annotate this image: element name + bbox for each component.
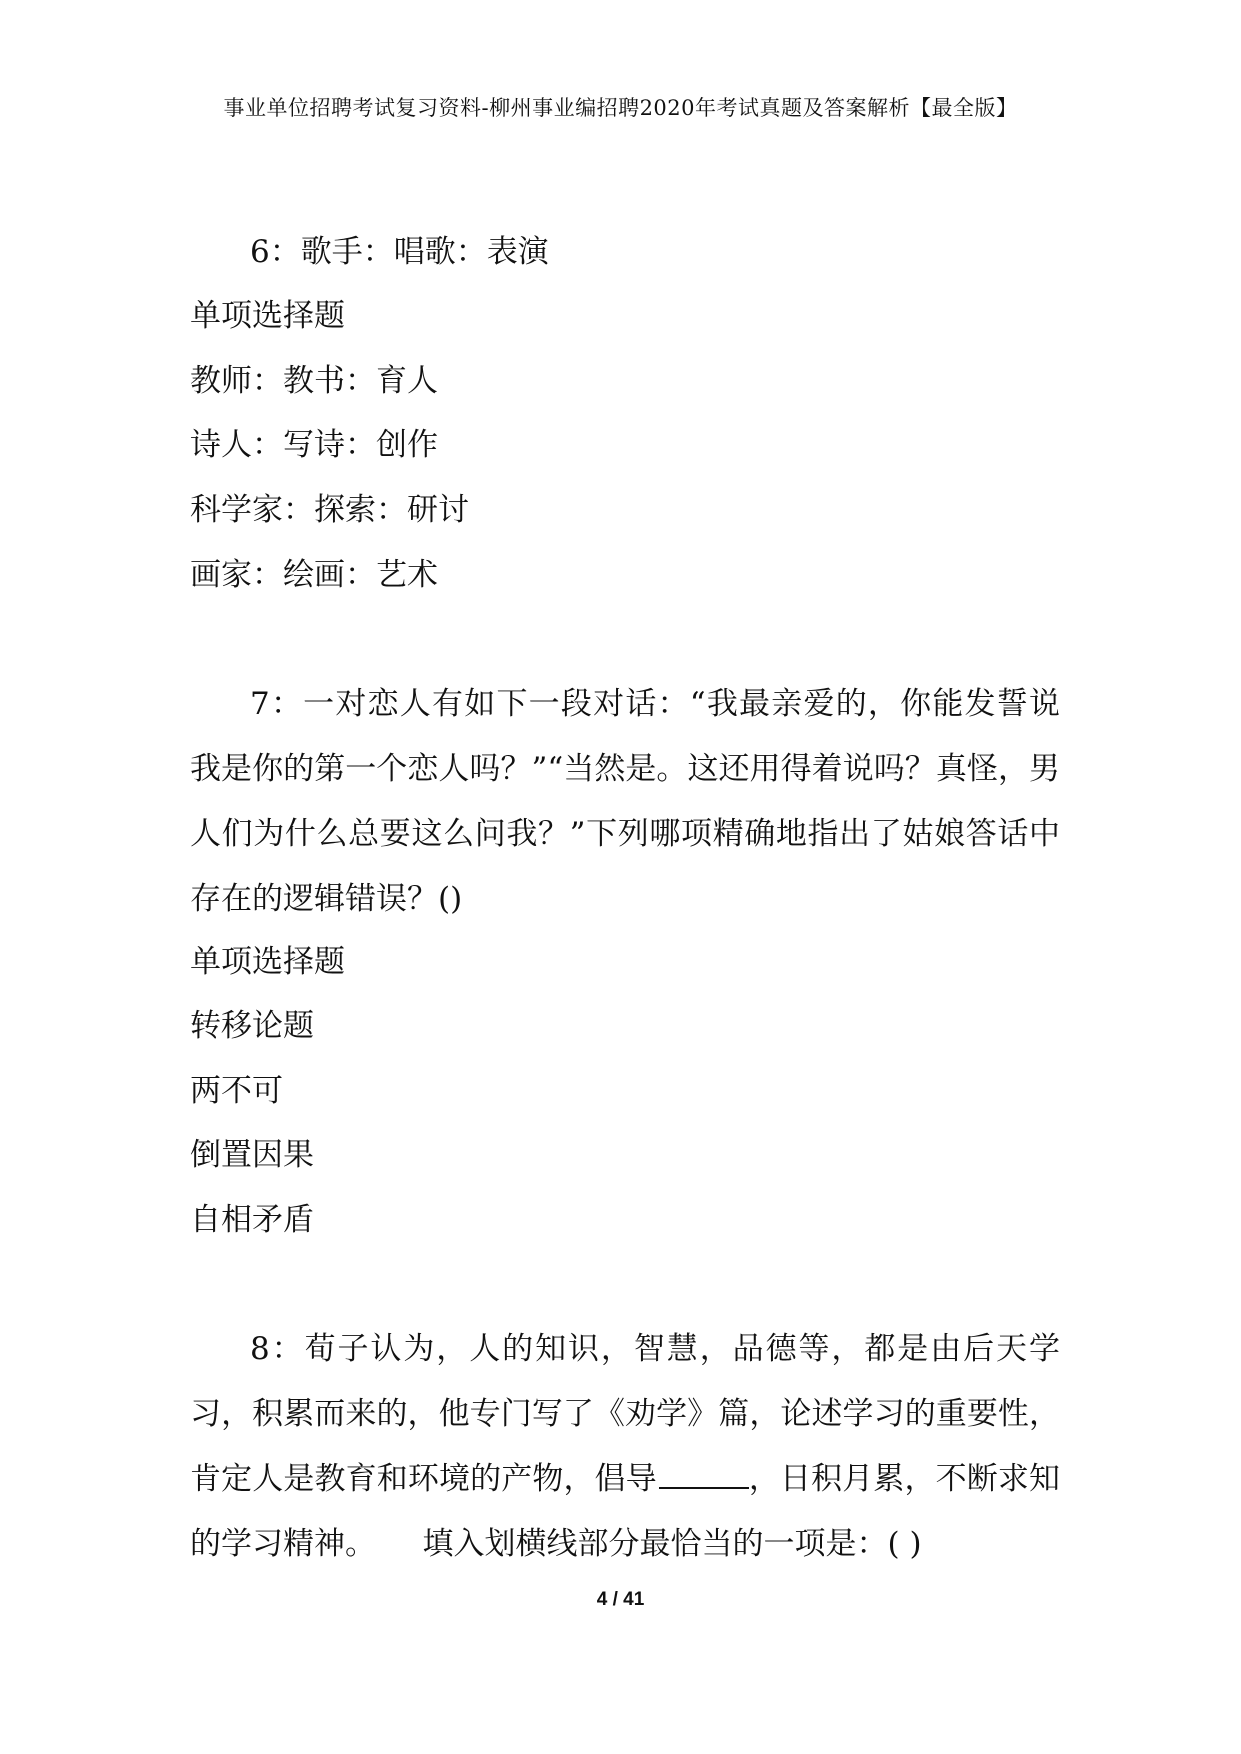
question-7-stem: 7：一对恋人有如下一段对话：“我最亲爱的，你能发誓说我是你的第一个恋人吗？”“当然是。这还用得着说吗？真怪，男人们为什么总要这么问我？”下列哪项精确地指出了姑娘答话中存在的逻辑错误？() bbox=[190, 686, 1060, 917]
page-number: 4 / 41 bbox=[596, 1589, 645, 1610]
question-8-stem-part1: 8：荀子认为，人的知识，智慧，品德等，都是由后天学习，积累而来的，他专门写了《劝学》篇，论述学习的重要性，肯定人是教育和环境的产物，倡导 bbox=[190, 1331, 1060, 1497]
question-6-option-a: 教师：教书：育人 bbox=[190, 363, 438, 399]
question-7-option-c: 倒置因果 bbox=[190, 1137, 314, 1173]
question-7-option-d: 自相矛盾 bbox=[190, 1202, 314, 1238]
fill-in-blank bbox=[659, 1461, 749, 1489]
question-7-type: 单项选择题 bbox=[190, 944, 345, 980]
question-8-stem-part2: ，日积月累，不断求知的学习精神。 填入划横线部分最恰当的一项是：( ) bbox=[190, 1461, 1061, 1562]
question-8-stem bbox=[190, 1317, 1060, 1577]
question-7-option-a: 转移论题 bbox=[190, 1008, 314, 1044]
question-6-option-d: 画家：绘画：艺术 bbox=[190, 557, 438, 593]
question-6-type: 单项选择题 bbox=[190, 298, 345, 334]
question-7-option-b: 两不可 bbox=[190, 1073, 283, 1109]
question-6-stem: 6：歌手：唱歌：表演 bbox=[250, 234, 549, 270]
page-header: 事业单位招聘考试复习资料-柳州事业编招聘2020年考试真题及答案解析【最全版】 bbox=[223, 96, 1018, 120]
question-6-option-c: 科学家：探索：研讨 bbox=[190, 492, 469, 528]
question-6-option-b: 诗人：写诗：创作 bbox=[190, 427, 438, 463]
